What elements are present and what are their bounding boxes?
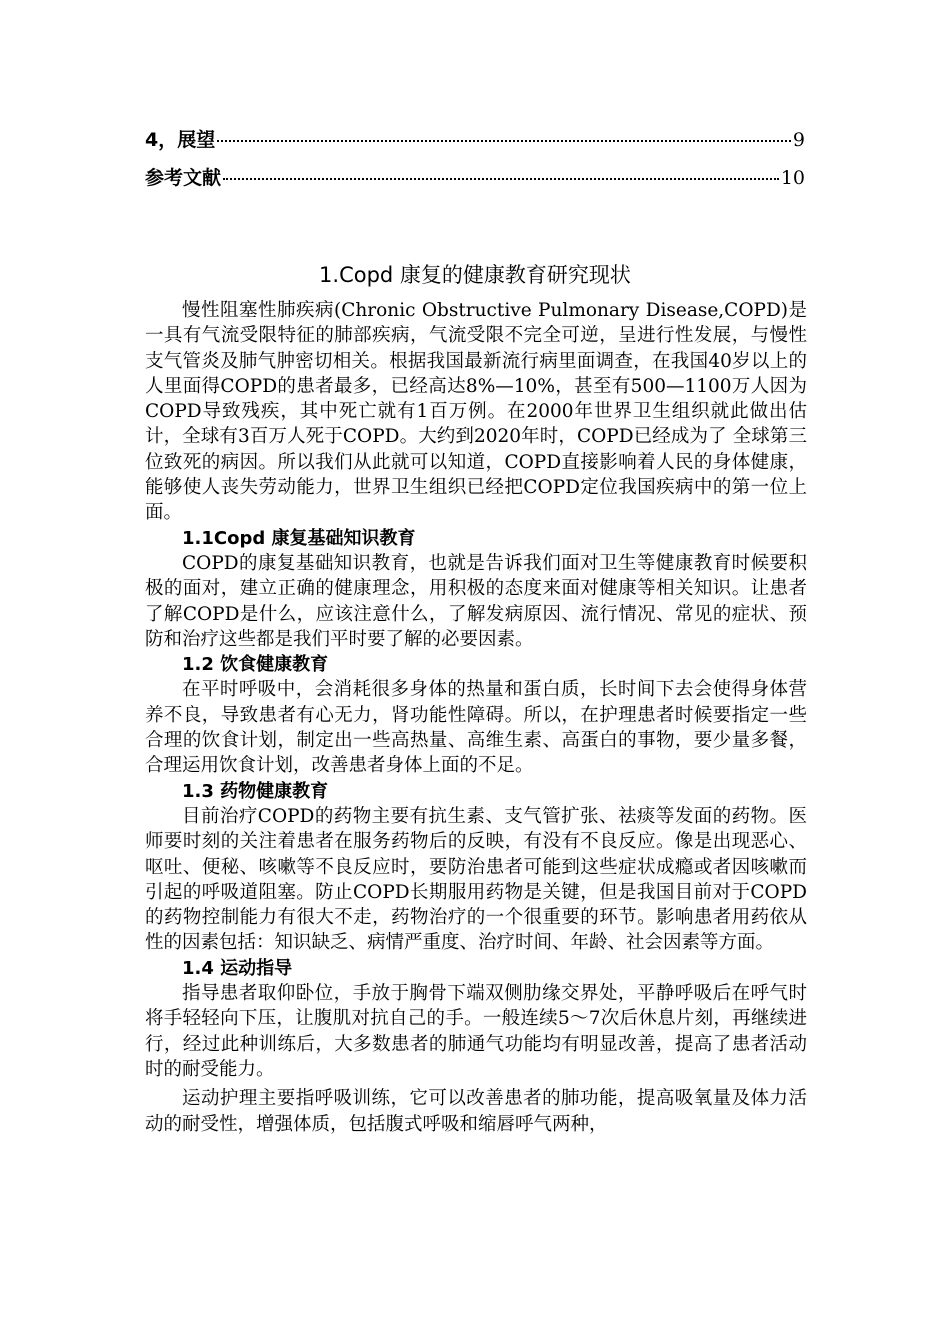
- paragraph-1-4b: 运动护理主要指呼吸训练，它可以改善患者的肺功能，提高吸氧量及体力活动的耐受性，增强体质，包括腹式呼吸和缩唇呼气两种，: [145, 1088, 807, 1135]
- heading-1-2: 1.2 饮食健康教育: [182, 654, 329, 676]
- toc-dot-leader: [217, 140, 791, 142]
- section-title: 1.Copd 康复的健康教育研究现状: [319, 263, 631, 287]
- document-body: [145, 298, 807, 1137]
- toc-entry-outlook[interactable]: [145, 125, 805, 152]
- paragraph-1-1: COPD的康复基础知识教育，也就是告诉我们面对卫生等健康教育时候要积极的面对，建立正确的健康理念，用积极的态度来面对健康等相关知识。让患者了解COPD是什么，应该注意什么，了解发病原因、流行情况、常见的症状、预防和治疗这些都是我们平时要了解的必要因素。: [145, 552, 807, 650]
- toc-dot-leader: [223, 178, 779, 180]
- toc-label: 4，展望: [145, 129, 216, 151]
- toc-entry-references[interactable]: [145, 163, 805, 190]
- heading-1-4: 1.4 运动指导: [182, 957, 293, 979]
- toc-page-number: 10: [780, 167, 805, 189]
- paragraph-1-4a: 指导患者取仰卧位，手放于胸骨下端双侧肋缘交界处，平静呼吸后在呼气时将手轻轻向下压，让腹肌对抗自己的手。一般连续5～7次后休息片刻，再继续进行，经过此种训练后，大多数患者的肺通气功能均有明显改善，提高了患者活动时的耐受能力。: [145, 983, 807, 1080]
- toc-label: 参考文献: [145, 167, 222, 189]
- paragraph-1-3: 目前治疗COPD的药物主要有抗生素、支气管扩张、祛痰等发面的药物。医师要时刻的关注着患者在服务药物后的反映，有没有不良反应。像是出现恶心、呕吐、便秘、咳嗽等不良反应时，要防治患者可能到这些症状成瘾或者因咳嗽而引起的呼吸道阻塞。防止COPD长期服用药物是关键，但是我国目前对于COPD的药物控制能力有很大不走，药物治疗的一个很重要的环节。影响患者用药依从性的因素包括：知识缺乏、病情严重度、治疗时间、年龄、社会因素等方面。: [145, 805, 807, 954]
- paragraph-1-2: 在平时呼吸中，会消耗很多身体的热量和蛋白质，长时间下去会使得身体营养不良，导致患者有心无力，肾功能性障碍。所以，在护理患者时候要指定一些合理的饮食计划，制定出一些高热量、高维生素、高蛋白的事物，要少量多餐，合理运用饮食计划，改善患者身体上面的不足。: [145, 679, 807, 777]
- heading-1-3: 1.3 药物健康教育: [182, 780, 329, 802]
- toc-page-number: 9: [792, 129, 805, 151]
- paragraph-intro: 慢性阻塞性肺疾病(Chronic Obstructive Pulmonary Disease,COPD)是一具有气流受限特征的肺部疾病，气流受限不完全可逆，呈进行性发展，与慢性支气管炎及肺气肿密切相关。根据我国最新流行病里面调查，在我国40岁以上的人里面得COPD的患者最多，已经高达8%—10%，甚至有500—1100万人因为COPD导致残疾，其中死亡就有1百万例。在2000年世界卫生组织就此做出估计，全球有3百万人死于COPD。大约到2020年时，COPD已经成为了 全球第三位致死的病因。所以我们从此就可以知道，COPD直接影响着人民的身体健康，能够使人丧失劳动能力，世界卫生组织已经把COPD定位我国疾病中的第一位上面。: [145, 300, 807, 524]
- heading-1-1: 1.1Copd 康复基础知识教育: [182, 527, 416, 549]
